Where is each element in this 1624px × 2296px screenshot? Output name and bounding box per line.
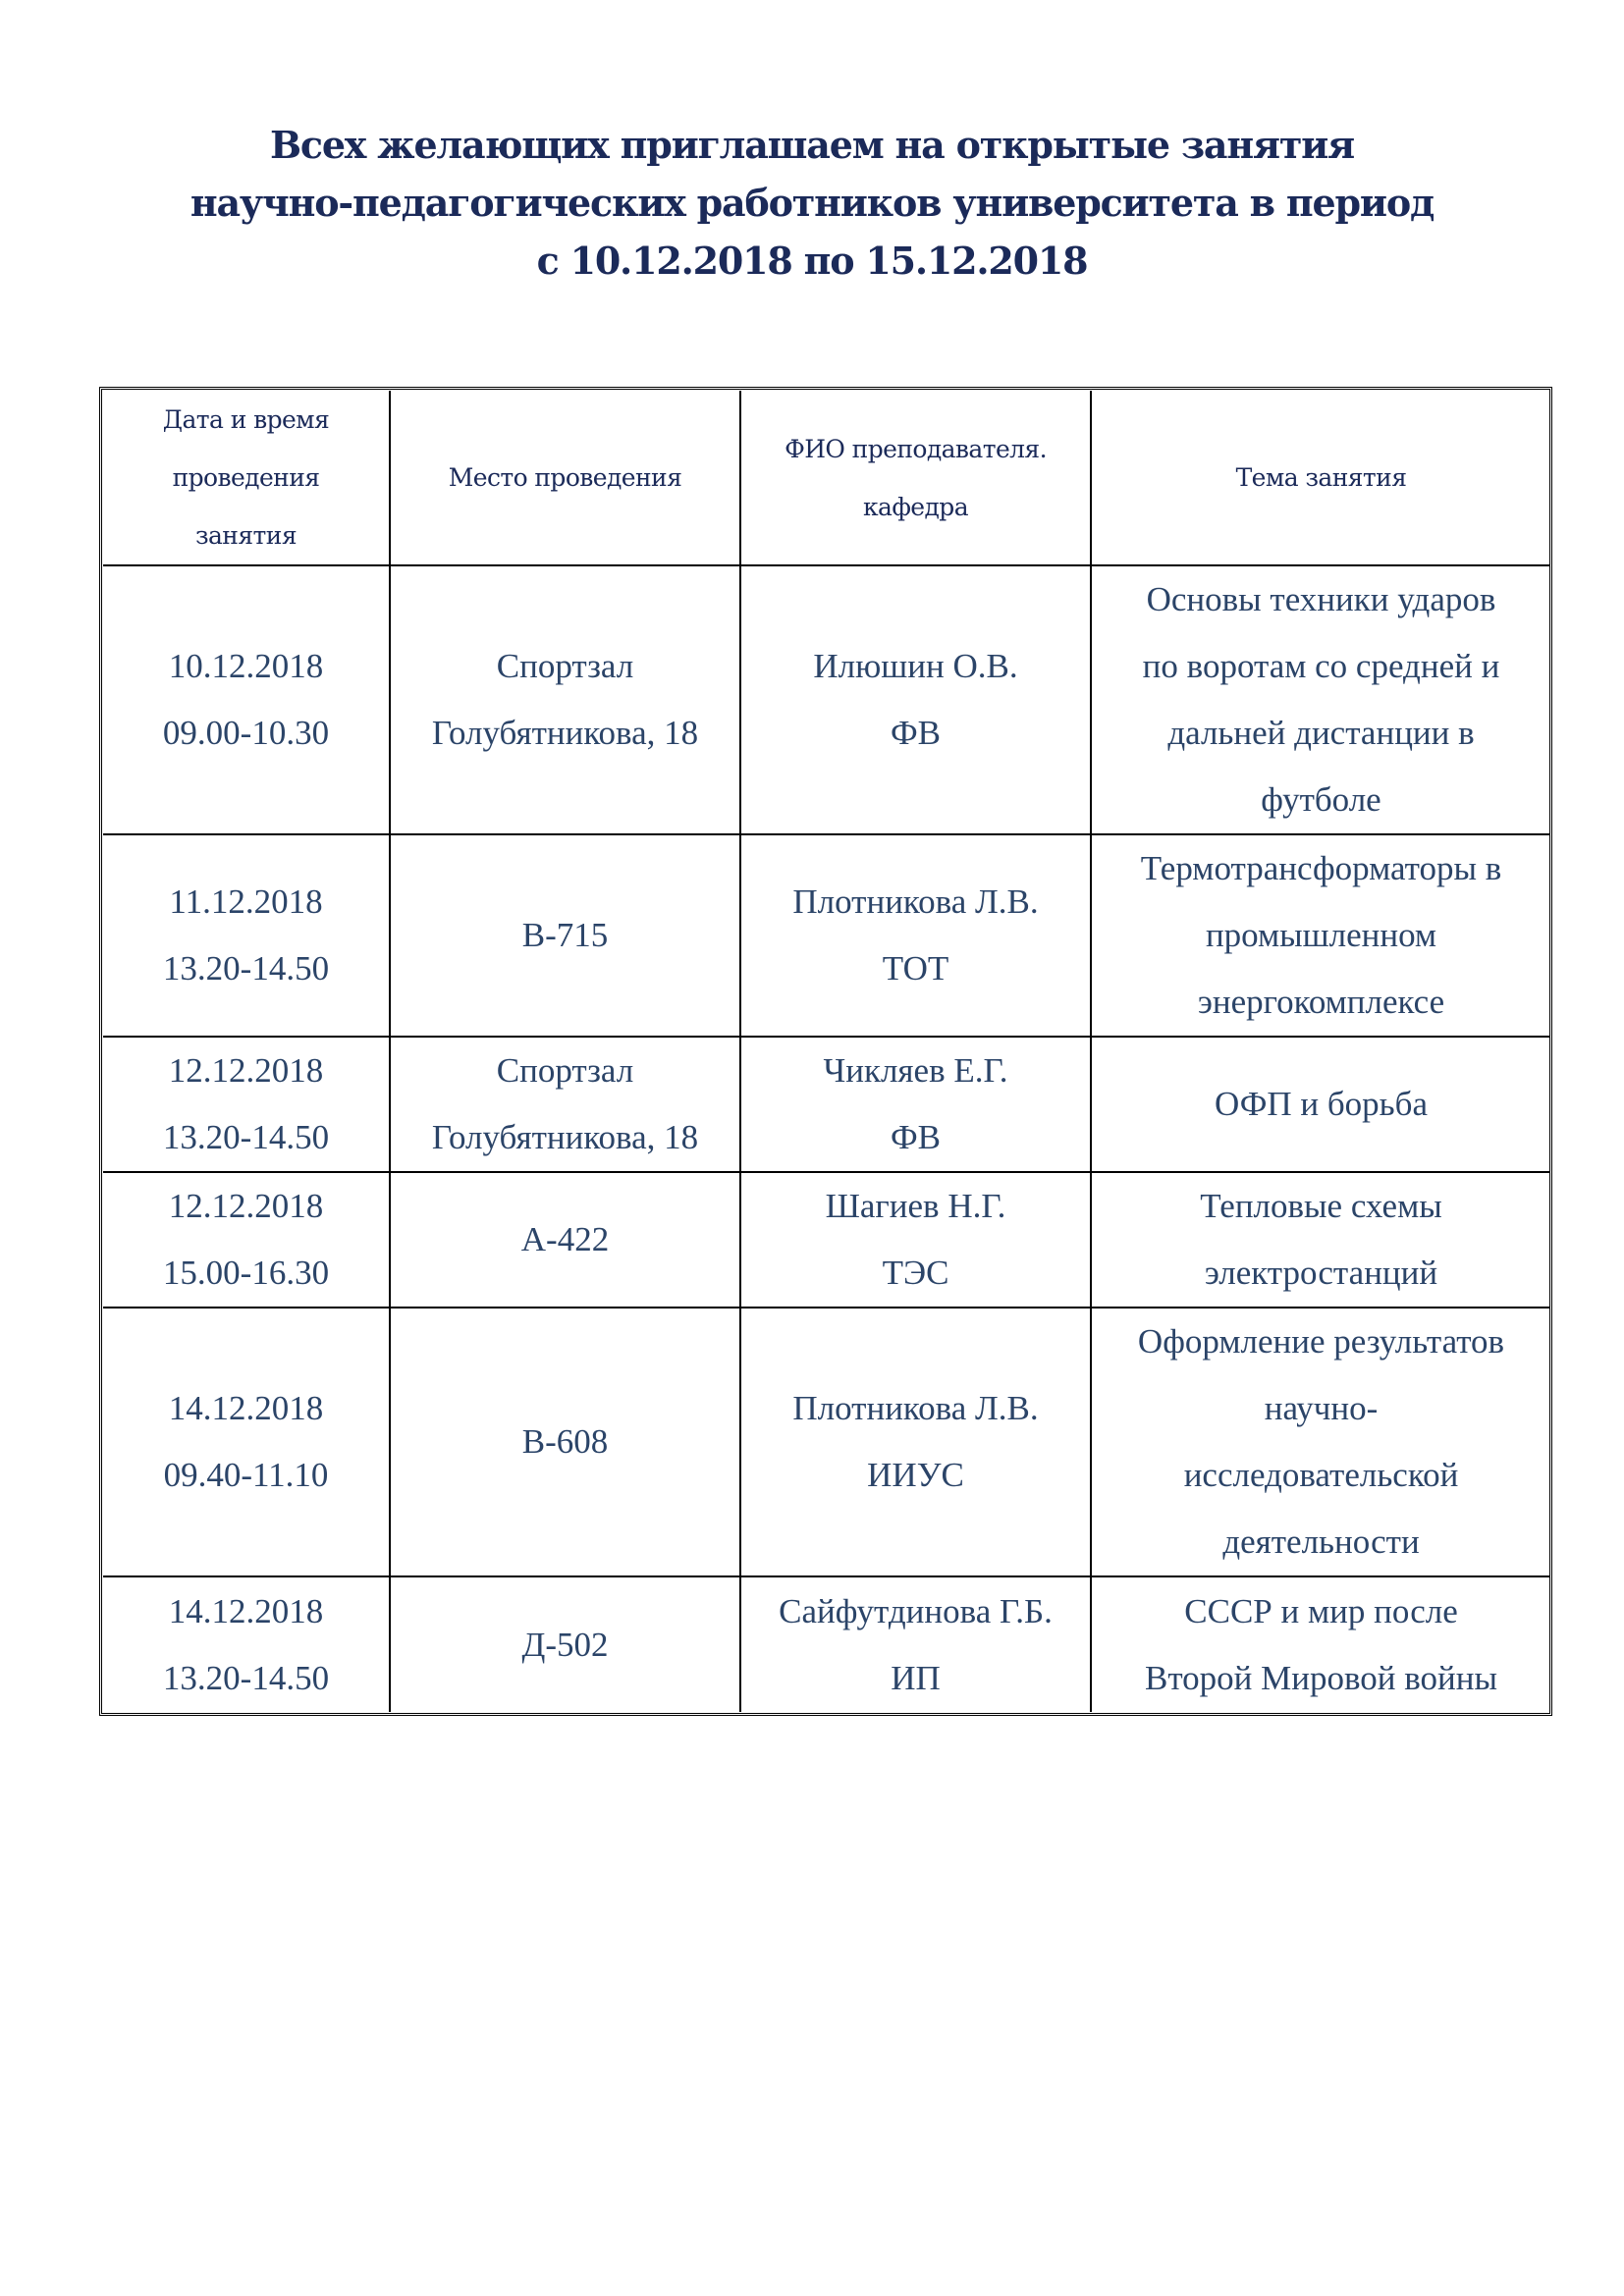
cell-datetime xyxy=(103,1576,390,1712)
cell-place xyxy=(390,1037,740,1172)
cell-teacher-line: ИИУС xyxy=(867,1456,964,1494)
header-place xyxy=(390,391,740,565)
cell-topic-line: промышленном xyxy=(1205,916,1437,954)
cell-topic-line: Тепловые схемы xyxy=(1200,1187,1442,1225)
table-header-row xyxy=(103,391,1550,565)
header-datetime-line: Дата и время xyxy=(162,405,330,434)
cell-topic xyxy=(1091,1576,1550,1712)
cell-topic-line: Второй Мировой войны xyxy=(1144,1658,1498,1697)
cell-datetime-line: 14.12.2018 xyxy=(168,1591,324,1630)
cell-place xyxy=(390,565,740,834)
cell-teacher xyxy=(740,1576,1091,1712)
cell-datetime-line: 13.20-14.50 xyxy=(162,1118,330,1156)
cell-topic-line: Оформление результатов xyxy=(1137,1322,1505,1361)
cell-place xyxy=(390,1576,740,1712)
table-row xyxy=(103,834,1550,1037)
cell-teacher-line: Чикляев Е.Г. xyxy=(823,1051,1008,1090)
cell-topic-line: исследовательской xyxy=(1183,1456,1459,1494)
cell-topic xyxy=(1091,1037,1550,1172)
cell-teacher-line: Сайфутдинова Г.Б. xyxy=(779,1591,1053,1630)
cell-teacher-line: ИП xyxy=(891,1658,941,1697)
cell-place-line: Голубятникова, 18 xyxy=(431,714,699,752)
cell-teacher-line: Шагиев Н.Г. xyxy=(825,1187,1006,1225)
cell-teacher-line: ФВ xyxy=(891,1118,941,1156)
cell-datetime xyxy=(103,565,390,834)
cell-datetime-line: 09.00-10.30 xyxy=(162,714,330,752)
cell-topic-line: футболе xyxy=(1261,780,1381,819)
cell-place xyxy=(390,1308,740,1576)
cell-datetime xyxy=(103,834,390,1037)
title-line-2: научно-педагогических работников университета в период xyxy=(189,181,1435,225)
cell-datetime-line: 12.12.2018 xyxy=(168,1187,324,1225)
cell-datetime-line: 14.12.2018 xyxy=(168,1389,324,1427)
cell-teacher xyxy=(740,565,1091,834)
cell-topic-line: СССР и мир после xyxy=(1184,1591,1458,1630)
header-datetime-line: занятия xyxy=(194,521,298,550)
cell-topic-line: Основы техники ударов xyxy=(1146,580,1496,618)
cell-teacher-line: Плотникова Л.В. xyxy=(792,1389,1039,1427)
cell-place-line: Спортзал xyxy=(496,647,634,685)
cell-topic xyxy=(1091,834,1550,1037)
header-datetime-line: проведения xyxy=(172,463,320,492)
cell-datetime-line: 12.12.2018 xyxy=(168,1051,324,1090)
cell-place-line: Спортзал xyxy=(496,1051,634,1090)
cell-datetime-line: 10.12.2018 xyxy=(168,647,324,685)
table-row xyxy=(103,1308,1550,1576)
cell-place-line: В-608 xyxy=(521,1422,609,1461)
cell-place xyxy=(390,834,740,1037)
cell-teacher xyxy=(740,1037,1091,1172)
cell-place-line: А-422 xyxy=(520,1220,610,1258)
cell-teacher-line: Плотникова Л.В. xyxy=(792,882,1039,921)
cell-datetime-line: 13.20-14.50 xyxy=(162,1658,330,1697)
title-line-3: с 10.12.2018 по 15.12.2018 xyxy=(536,239,1088,283)
cell-datetime xyxy=(103,1308,390,1576)
cell-topic-line: энергокомплексе xyxy=(1197,983,1445,1021)
cell-teacher-line: ТЭС xyxy=(882,1254,949,1292)
cell-topic-line: ОФП и борьба xyxy=(1215,1085,1428,1123)
cell-topic xyxy=(1091,1172,1550,1308)
cell-topic-line: научно- xyxy=(1264,1389,1379,1427)
cell-teacher-line: ФВ xyxy=(891,714,941,752)
cell-topic xyxy=(1091,565,1550,834)
cell-topic-line: деятельности xyxy=(1222,1522,1420,1561)
cell-topic-line: по воротам со средней и xyxy=(1142,647,1500,685)
header-datetime xyxy=(103,391,390,565)
table-row xyxy=(103,1037,1550,1172)
header-teacher-line: кафедра xyxy=(863,492,968,521)
page-title xyxy=(0,116,1624,290)
cell-topic-line: дальней дистанции в xyxy=(1167,714,1475,752)
header-topic xyxy=(1091,391,1550,565)
cell-teacher xyxy=(740,834,1091,1037)
table-row xyxy=(103,565,1550,834)
schedule-table-frame xyxy=(99,387,1552,1716)
cell-teacher xyxy=(740,1172,1091,1308)
cell-topic-line: Термотрансформаторы в xyxy=(1140,849,1502,887)
title-line-1: Всех желающих приглашаем на открытые занятия xyxy=(269,123,1355,167)
cell-topic xyxy=(1091,1308,1550,1576)
header-place-line: Место проведения xyxy=(448,463,682,492)
cell-place-line: Голубятникова, 18 xyxy=(431,1118,699,1156)
header-teacher xyxy=(740,391,1091,565)
cell-datetime-line: 15.00-16.30 xyxy=(162,1254,330,1292)
cell-datetime xyxy=(103,1037,390,1172)
header-topic-line: Тема занятия xyxy=(1235,463,1407,492)
cell-topic-line: электростанций xyxy=(1204,1254,1438,1292)
table-row xyxy=(103,1172,1550,1308)
cell-teacher xyxy=(740,1308,1091,1576)
table-row xyxy=(103,1576,1550,1712)
schedule-table xyxy=(103,391,1550,1712)
cell-place-line: Д-502 xyxy=(521,1625,609,1664)
cell-datetime-line: 11.12.2018 xyxy=(169,882,323,921)
cell-datetime-line: 13.20-14.50 xyxy=(162,949,330,988)
cell-place-line: В-715 xyxy=(521,916,609,954)
cell-datetime xyxy=(103,1172,390,1308)
cell-datetime-line: 09.40-11.10 xyxy=(163,1456,329,1494)
cell-teacher-line: ТОТ xyxy=(882,949,949,988)
cell-teacher-line: Илюшин О.В. xyxy=(813,647,1018,685)
header-teacher-line: ФИО преподавателя. xyxy=(785,434,1047,463)
cell-place xyxy=(390,1172,740,1308)
